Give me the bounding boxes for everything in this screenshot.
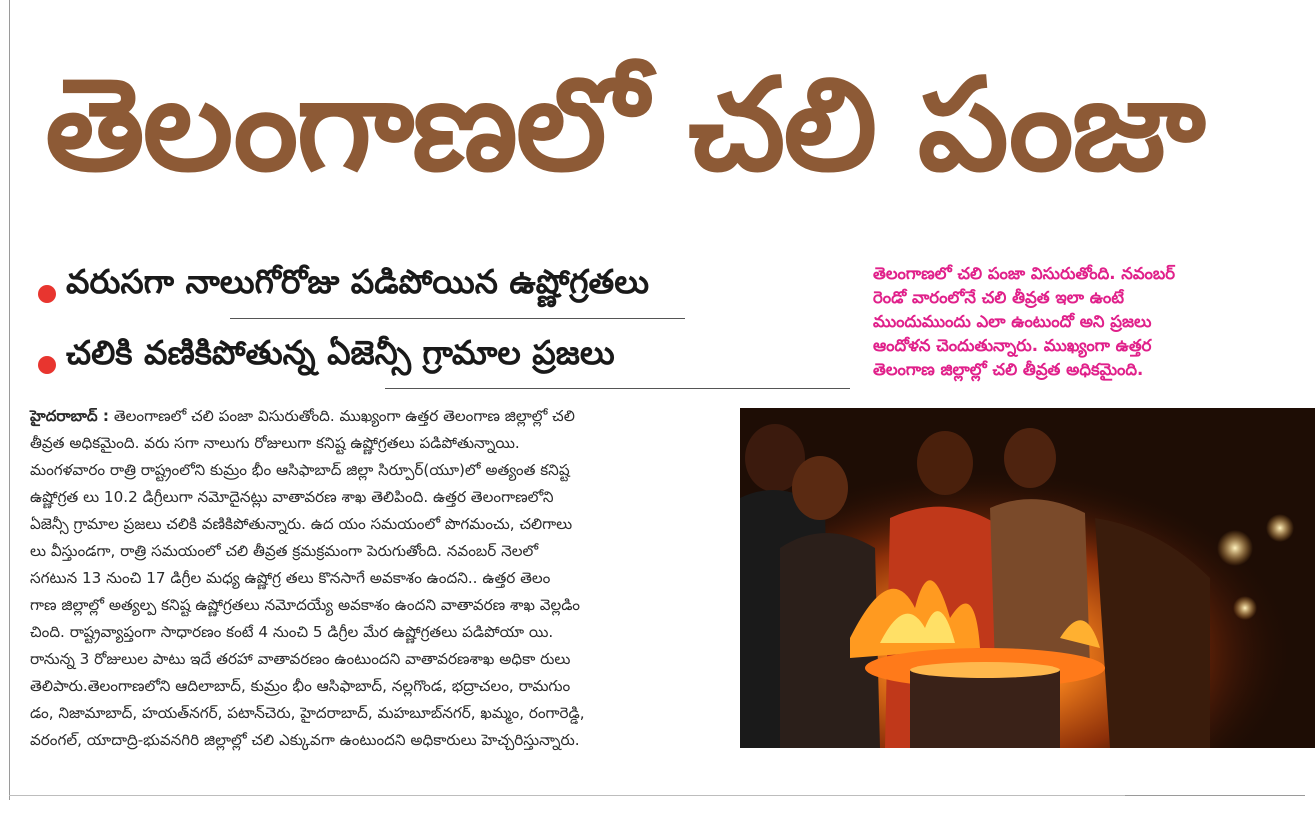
article-line: మంగళవారం రాత్రి రాష్ట్రంలోని కుమ్రం భీం ఆసిఫాబాద్ జిల్లా సిర్పూర్(యూ)లో అత్యంత కనిష్ట bbox=[30, 461, 570, 479]
bullet-icon bbox=[38, 285, 56, 303]
article-line: ఉష్ణోగ్రత లు 10.2 డిగ్రీలుగా నమోదైనట్లు వాతావరణ శాఖ తెలిపింది. ఉత్తర తెలంగాణలోని bbox=[30, 488, 554, 506]
dateline: హైదరాబాద్ : bbox=[30, 407, 110, 425]
page-border-bottom bbox=[9, 795, 1299, 796]
article-line: చింది. రాష్ట్రవ్యాప్తంగా సాధారణం కంటే 4 నుంచి 5 డిగ్రీల మేర ఉష్ణోగ్రతలు పడిపోయా యి. bbox=[30, 623, 554, 641]
article-line: తీవ్రత అధికమైంది. వరు సగా నాలుగు రోజులుగా కనిష్ట ఉష్ణోగ్రతలు పడిపోతున్నాయి. bbox=[30, 434, 520, 452]
article-line: ఏజెన్సీ గ్రామాల ప్రజలు చలికి వణికిపోతున్నారు. ఉద యం సమయంలో పొగమంచు, చలిగాలు bbox=[30, 515, 573, 533]
article-body bbox=[30, 403, 730, 754]
article-line: లు వీస్తుండగా, రాత్రి సమయంలో చలి తీవ్రత క్రమక్రమంగా పెరుగుతోంది. నవంబర్ నెలలో bbox=[30, 542, 539, 560]
summary-line: ముందుముందు ఎలా ఉంటుందో అని ప్రజలు bbox=[873, 312, 1152, 331]
fire-scene-illustration bbox=[740, 408, 1315, 748]
news-photo bbox=[740, 408, 1315, 748]
headline: తెలంగాణలో చలి పంజా bbox=[45, 51, 1204, 200]
subhead-text: వరుసగా నాలుగోరోజు పడిపోయిన ఉష్ణోగ్రతలు bbox=[66, 262, 650, 301]
article-line: డం, నిజామాబాద్, హయత్‌నగర్, పటాన్‌చెరు, హైదరాబాద్, మహబూబ్‌నగర్, ఖమ్మం, రంగారెడ్డి, bbox=[30, 704, 585, 722]
subhead-text: చలికి వణికిపోతున్న ఏజెన్సీ గ్రామాల ప్రజలు bbox=[66, 333, 615, 372]
bullet-icon bbox=[38, 356, 56, 374]
subheads bbox=[38, 258, 858, 384]
divider bbox=[385, 388, 850, 389]
subhead-1 bbox=[38, 258, 858, 313]
subhead-2 bbox=[38, 329, 858, 384]
article-line: రానున్న 3 రోజులుల పాటు ఇదే తరహా వాతావరణం ఉంటుందని వాతావరణశాఖ అధికా రులు bbox=[30, 650, 571, 668]
article-line: తెలిపారు.తెలంగాణలోని ఆదిలాబాద్, కుమ్రం భీం ఆసిఫాబాద్, నల్లగొండ, భద్రాచలం, రామగుం bbox=[30, 677, 571, 695]
divider bbox=[1125, 795, 1305, 796]
article-line: గాణ జిల్లాల్లో అత్యల్ప కనిష్ట ఉష్ణోగ్రతలు నమోదయ్యే అవకాశం ఉందని వాతావరణ శాఖ వెల్లడిం bbox=[30, 596, 581, 614]
article-line: సగటున 13 నుంచి 17 డిగ్రీల మధ్య ఉష్ణోగ్ర తలు కొనసాగే అవకాశం ఉందని.. ఉత్తర తెలం bbox=[30, 569, 551, 587]
article-line: వరంగల్, యాదాద్రి-భువనగిరి జిల్లాల్లో చలి ఎక్కువగా ఉంటుందని అధికారులు హెచ్చరిస్తున్నారు. bbox=[30, 731, 580, 749]
article-line-text: తెలంగాణలో చలి పంజా విసురుతోంది. ముఖ్యంగా ఉత్తర తెలంగాణ జిల్లాల్లో చలి bbox=[113, 407, 575, 425]
summary-line: తెలంగాణ జిల్లాల్లో చలి తీవ్రత అధికమైంది. bbox=[873, 360, 1144, 379]
article-line bbox=[30, 403, 730, 430]
divider bbox=[230, 318, 685, 319]
summary-line: ఆందోళన చెందుతున్నారు. ముఖ్యంగా ఉత్తర bbox=[873, 336, 1152, 355]
page-border-left bbox=[9, 0, 10, 800]
summary-box bbox=[873, 262, 1293, 382]
summary-line: రెండో వారంలోనే చలి తీవ్రత ఇలా ఉంటే bbox=[873, 288, 1125, 307]
summary-line: తెలంగాణలో చలి పంజా విసురుతోంది. నవంబర్ bbox=[873, 264, 1176, 283]
